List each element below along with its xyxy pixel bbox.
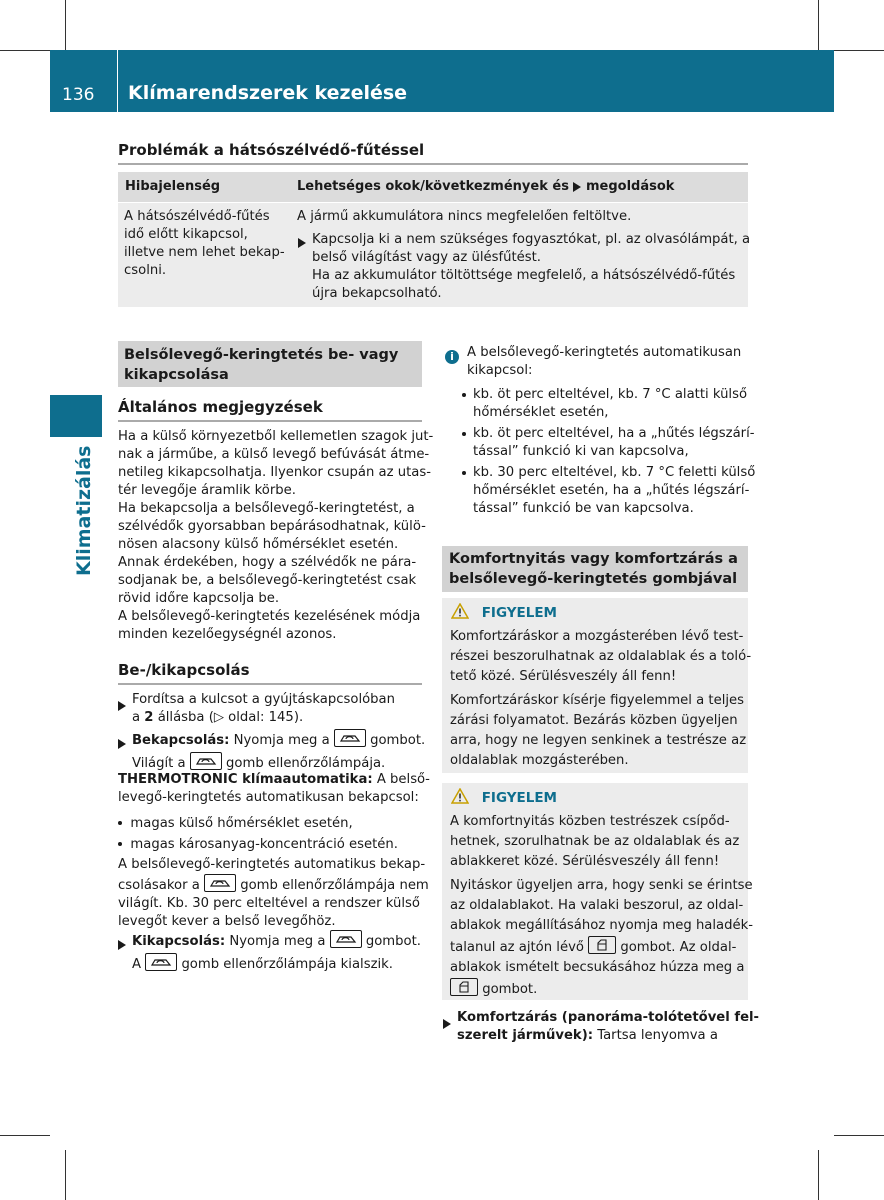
section-rule: [118, 420, 422, 422]
step-arrow-icon: [118, 934, 126, 953]
window-button-icon: [450, 978, 478, 996]
bullet-icon: [118, 821, 122, 825]
col-header-symptom: Hibajelenség: [125, 179, 221, 194]
general-notes-text: Ha a külső környezetből kellemetlen szagok jut- nak a járműbe, a külső levegő befúvását átme- netileg kikapcsolhatja. Ilyenkor csupán az utas- tér levegője áramlik körbe. Ha bekapcsolja a belsőlevegő-keringtetést, a szélvédők gyorsabban bepárásodhatnak, külö- nösen alacsony külső hőmérséklet esetén. Annak érdekében, hogy a szélvédők ne pára- sodjanak be, a belsőlevegő-keringtetést csak rövid időre kapcsolja be. A belsőlevegő-keringtetés kezelésének módja minden kezelőegységnél azonos.: [118, 429, 434, 642]
section-rule: [118, 683, 422, 685]
col-header-causes: Lehetséges okok/következmények és megoldások: [297, 179, 675, 194]
recirc-button-icon: [190, 752, 222, 770]
crop-mark: [65, 0, 66, 50]
auto-on-bullets: magas külső hőmérséklet esetén, magas károsanyag-koncentráció esetén.: [118, 815, 398, 854]
auto-on-text: A belsőlevegő-keringtetés automatikus bekap- csolásakor a gomb ellenőrzőlámpája nem világít. Kb. 30 perc elteltével a rendszer külső levegőt kever a belső levegőhöz.: [118, 857, 429, 929]
step-arrow-icon: [118, 733, 126, 752]
header-divider: [117, 50, 118, 112]
recirc-button-icon: [330, 930, 362, 948]
warning-triangle-icon: [451, 788, 469, 804]
bullet-icon: [118, 842, 122, 846]
bullet-icon: [462, 432, 466, 436]
comfort-section-title: Komfortnyitás vagy komfortzárás a belsőlevegő-keringtetés gombjával: [449, 551, 738, 587]
general-notes-title: Általános megjegyzések: [118, 398, 323, 416]
crop-mark: [0, 1135, 50, 1136]
warning-text: A komfortnyitás közben testrészek csípőd- hetnek, szorulhatnak be az oldalablak és az ablakkeret közé. Sérülésveszély áll fenn! Nyitáskor ügyeljen arra, hogy senki se érintse az oldalablakot. Ha valaki beszorul, az oldal- ablakok megállításához nyomja meg haladék- talanul az ajtón lévő gombot. Az oldal- ablakok ismételt becsukásához húzza meg a gombot.: [450, 814, 754, 997]
step-comfort-close: Komfortzárás (panoráma-tolótetővel fel- szerelt járművek): Tartsa lenyomva a: [457, 1010, 760, 1043]
bullet-icon: [462, 471, 466, 475]
solution-arrow-icon: [298, 232, 306, 251]
warning-text: Komfortzáráskor a mozgásterében lévő test- részei beszorulhatnak az oldalablak és a toló- tető közé. Sérülésveszély áll fenn! Komfortzáráskor kísérje figyelemmel a teljes zárási folyamatot. Bezárás közben ügyeljen arra, hogy ne legyen senkinek a testrésze az oldalablak mozgásterében.: [450, 629, 752, 768]
crop-mark: [818, 1150, 819, 1200]
section-rule: [118, 163, 748, 165]
bullet-icon: [462, 393, 466, 397]
thermotronic-text: THERMOTRONIC klímaautomatika: A belső- levegő-keringtetés automatikusan bekapcsol:: [118, 772, 430, 805]
crop-mark: [818, 0, 819, 50]
step-ignition: Fordítsa a kulcsot a gyújtáskapcsolóban a 2 állásba (▷ oldal: 145).: [132, 692, 395, 725]
auto-off-intro: A belsőlevegő-keringtetés automatikusan kikapcsol:: [467, 345, 742, 378]
window-button-icon: [588, 936, 616, 954]
page-number: 136: [62, 85, 95, 105]
solution-text: Kapcsolja ki a nem szükséges fogyasztókat, pl. az olvasólámpát, a belső világítást vagy az ülésfűtést. Ha az akkumulátor töltöttsége megfelelő, a hátsószélvédő-fűtés újra bekapcsolható.: [312, 232, 751, 301]
page-title: Klímarendszerek kezelése: [128, 82, 408, 104]
step-switch-off: Kikapcsolás: Nyomja meg a gombot. A gomb ellenőrzőlámpája kialszik.: [132, 930, 421, 974]
side-tab-marker: [50, 395, 102, 437]
crop-mark: [834, 1135, 884, 1136]
recirc-button-icon: [145, 953, 177, 971]
step-switch-on: Bekapcsolás: Nyomja meg a gombot. Világít a gomb ellenőrzőlámpája.: [132, 729, 425, 773]
step-arrow-icon: [118, 695, 126, 714]
recirc-button-icon: [334, 729, 366, 747]
crop-mark: [834, 50, 884, 51]
side-tab-label: Klimatizálás: [73, 445, 95, 576]
auto-off-bullets: kb. öt perc elteltével, kb. 7 °C alatti külső hőmérséklet esetén, kb. öt perc elteltével, ha a „hűtés légszárí- tással” funkció ki van kapcsolva, kb. 30 perc elteltével, kb. 7 °C feletti külső hőmérséklet esetén, ha a „hűtés légszárí- tással” funkció be van kapcsolva.: [462, 386, 755, 518]
cause-text: A jármű akkumulátora nincs megfelelően feltöltve.: [297, 209, 632, 224]
symptom-cell: A hátsószélvédő-fűtés idő előtt kikapcsol, illetve nem lehet bekap- csolni.: [124, 209, 285, 278]
crop-mark: [0, 50, 50, 51]
on-off-title: Be-/kikapcsolás: [118, 661, 250, 679]
warning-heading: FIGYELEM: [451, 788, 557, 807]
arrow-right-icon: [573, 182, 581, 192]
warning-heading: FIGYELEM: [451, 603, 557, 622]
recirc-section-title: Belsőlevegő-keringtetés be- vagy kikapcsolása: [124, 347, 399, 383]
step-arrow-icon: [443, 1013, 451, 1032]
info-icon: i: [445, 345, 459, 364]
recirc-button-icon: [204, 874, 236, 892]
problems-title: Problémák a hátsószélvédő-fűtéssel: [118, 141, 425, 159]
crop-mark: [65, 1150, 66, 1200]
warning-triangle-icon: [451, 603, 469, 619]
